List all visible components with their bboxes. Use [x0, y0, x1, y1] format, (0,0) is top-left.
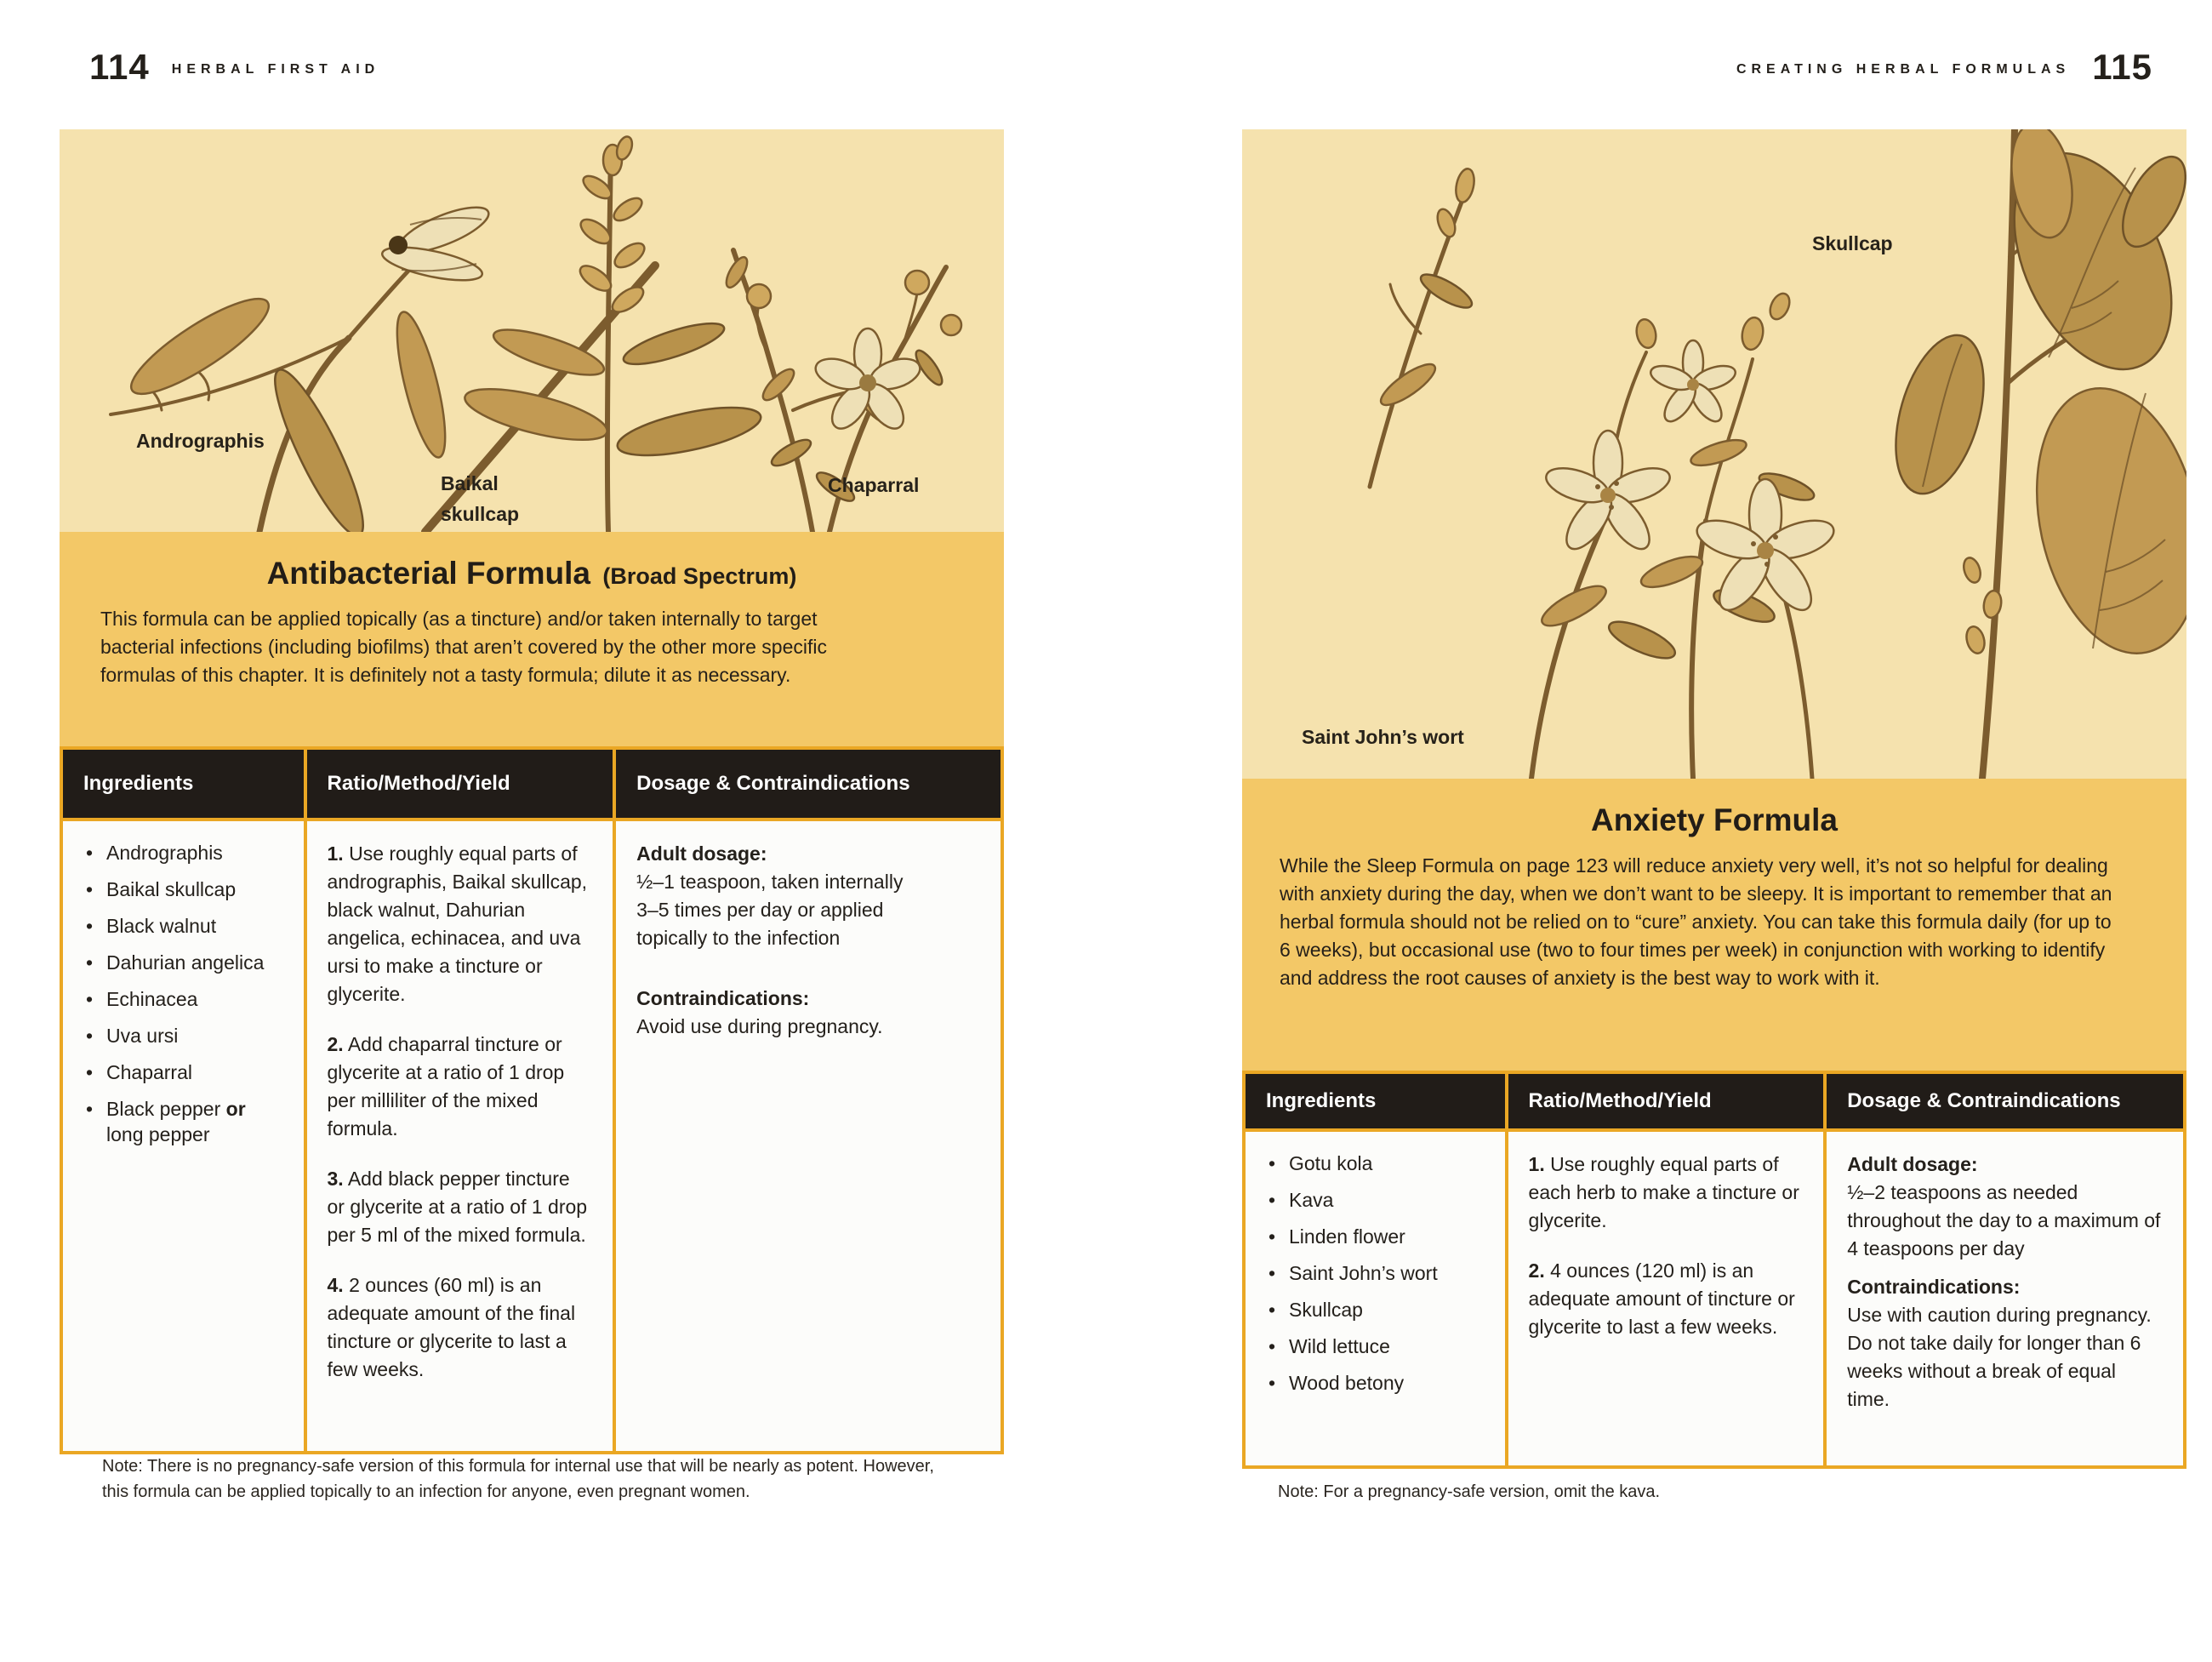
list-item: • Dahurian angelica	[83, 950, 282, 975]
skullcap-drawing	[1879, 129, 2186, 779]
antibacterial-formula-table	[60, 746, 1004, 1454]
anxiety-formula-table	[1242, 1071, 2186, 1469]
adult-dosage-text: ½–2 teaspoons as needed throughout the day to a maximum of 4 teaspoons per day	[1847, 1181, 2161, 1259]
contraindications-text: Use with caution during pregnancy. Do not take daily for longer than 6 weeks without a break of equal time.	[1847, 1304, 2152, 1410]
column-header-ingredients: Ingredients	[63, 750, 307, 821]
ratio-method-cell	[307, 821, 617, 1451]
list-item: • Chaparral	[83, 1059, 282, 1085]
dosage-cell	[616, 821, 1001, 1451]
right-page-note: Note: For a pregnancy-safe version, omit the kava.	[1278, 1482, 1661, 1501]
right-running-head-title: CREATING HERBAL FORMULAS	[1736, 62, 2071, 77]
step: 2. Add chaparral tincture or glycerite at a ratio of 1 drop per milliliter of the mixed formula.	[327, 1033, 565, 1139]
sprig-drawing	[1370, 167, 1477, 487]
right-illustration-panel	[1242, 129, 2186, 779]
antibacterial-formula-subtitle: (Broad Spectrum)	[602, 563, 797, 589]
right-running-head	[1736, 49, 2152, 85]
step: 4. 2 ounces (60 ml) is an adequate amount of the final tincture or glycerite to last a few weeks.	[327, 1274, 576, 1380]
chaparral-label: Chaparral	[828, 474, 920, 496]
left-running-head	[89, 49, 379, 85]
ratio-method-cell	[1508, 1132, 1827, 1465]
antibacterial-formula-title-row	[60, 532, 1004, 591]
column-header-dosage: Dosage & Contraindications	[1827, 1074, 2183, 1132]
baikal-skullcap-label: Baikal skullcap	[441, 472, 520, 525]
anxiety-formula-title-row	[1242, 779, 2186, 838]
saint-johns-wort-label: Saint John’s wort	[1302, 726, 1464, 748]
step: 1. Use roughly equal parts of andrographis, Baikal skullcap, black walnut, Dahurian angelica, echinacea, and uva ursi to make a tincture or glycerite.	[327, 842, 588, 1005]
anxiety-formula-title: Anxiety Formula	[1591, 802, 1838, 837]
step: 1. Use roughly equal parts of each herb to make a tincture or glycerite.	[1528, 1153, 1799, 1231]
list-item: • Wild lettuce	[1266, 1334, 1483, 1359]
anxiety-formula-description: While the Sleep Formula on page 123 will reduce anxiety very well, it’s not so helpful for dealing with anxiety during the day, when we don’t want to be sleepy. It is important to remember that an herbal formula should not be relied on to “cure” anxiety. You can take this formula daily (for up to 6 weeks), but occasional use (two to four times per week) in conjunction with working to identify and address the root causes of anxiety is the best way to work with it.	[1280, 854, 2112, 989]
skullcap-label: Skullcap	[1812, 232, 1893, 254]
contraindications-heading: Contraindications:	[1847, 1276, 2021, 1298]
left-running-head-title: HERBAL FIRST AID	[171, 62, 380, 77]
right-page	[1106, 0, 2212, 1662]
left-page-note: Note: There is no pregnancy-safe version of this formula for internal use that will be nearly as potent. However, this formula can be applied topically to an infection for anyone, even pregnant women.	[102, 1457, 934, 1501]
column-header-dosage: Dosage & Contraindications	[616, 750, 1001, 821]
ingredients-cell	[63, 821, 307, 1451]
column-header-ratio: Ratio/Method/Yield	[307, 750, 617, 821]
andrographis-label: Andrographis	[136, 430, 265, 452]
left-page-number: 114	[89, 47, 150, 87]
anxiety-formula-panel	[1242, 779, 2186, 1071]
left-illustration-panel	[60, 129, 1004, 532]
antibacterial-formula-title: Antibacterial Formula	[266, 556, 590, 591]
list-item: • Gotu kola	[1266, 1151, 1483, 1176]
ingredients-cell	[1246, 1132, 1508, 1465]
contraindications-text: Avoid use during pregnancy.	[636, 1015, 883, 1037]
antibacterial-formula-description: This formula can be applied topically (as a tincture) and/or taken internally to target bacterial infections (including biofilms) that aren’t covered by the other more specific formulas of this chapter. It is definitely not a tasty formula; dilute it as necessary.	[100, 608, 827, 686]
ingredients-list	[83, 840, 282, 1147]
list-item: • Skullcap	[1266, 1297, 1483, 1322]
list-item: • Black walnut	[83, 913, 282, 939]
right-page-number: 115	[2092, 47, 2152, 87]
adult-dosage-heading: Adult dosage:	[1847, 1153, 1978, 1175]
adult-dosage-text: ½–1 teaspoon, taken internally 3–5 times per day or applied topically to the infection	[636, 871, 904, 949]
flower	[1542, 431, 1673, 556]
list-item: • Wood betony	[1266, 1370, 1483, 1396]
list-item: • Uva ursi	[83, 1023, 282, 1048]
adult-dosage-heading: Adult dosage:	[636, 842, 767, 865]
list-item: • Andrographis	[83, 840, 282, 865]
saint-johns-wort-drawing	[1531, 290, 1839, 779]
list-item: • Linden flower	[1266, 1224, 1483, 1249]
list-item: • Saint John’s wort	[1266, 1260, 1483, 1286]
step: 2. 4 ounces (120 ml) is an adequate amount of tincture or glycerite to last a few weeks.	[1528, 1259, 1795, 1338]
antibacterial-formula-panel	[60, 532, 1004, 746]
ingredients-list	[1266, 1151, 1483, 1396]
andrographis-drawing	[111, 198, 493, 532]
dosage-cell	[1827, 1132, 2183, 1465]
column-header-ratio: Ratio/Method/Yield	[1508, 1074, 1827, 1132]
flower	[1648, 340, 1738, 426]
list-item: • Baikal skullcap	[83, 877, 282, 902]
list-item: • Kava	[1266, 1187, 1483, 1213]
right-botanical-illustration	[1242, 129, 2186, 779]
contraindications-heading: Contraindications:	[636, 987, 810, 1009]
list-item: • Black pepper or long pepper	[83, 1096, 282, 1147]
list-item: • Echinacea	[83, 986, 282, 1012]
column-header-ingredients: Ingredients	[1246, 1074, 1508, 1132]
step: 3. Add black pepper tincture or glycerite at a ratio of 1 drop per 5 ml of the mixed formula.	[327, 1168, 588, 1246]
